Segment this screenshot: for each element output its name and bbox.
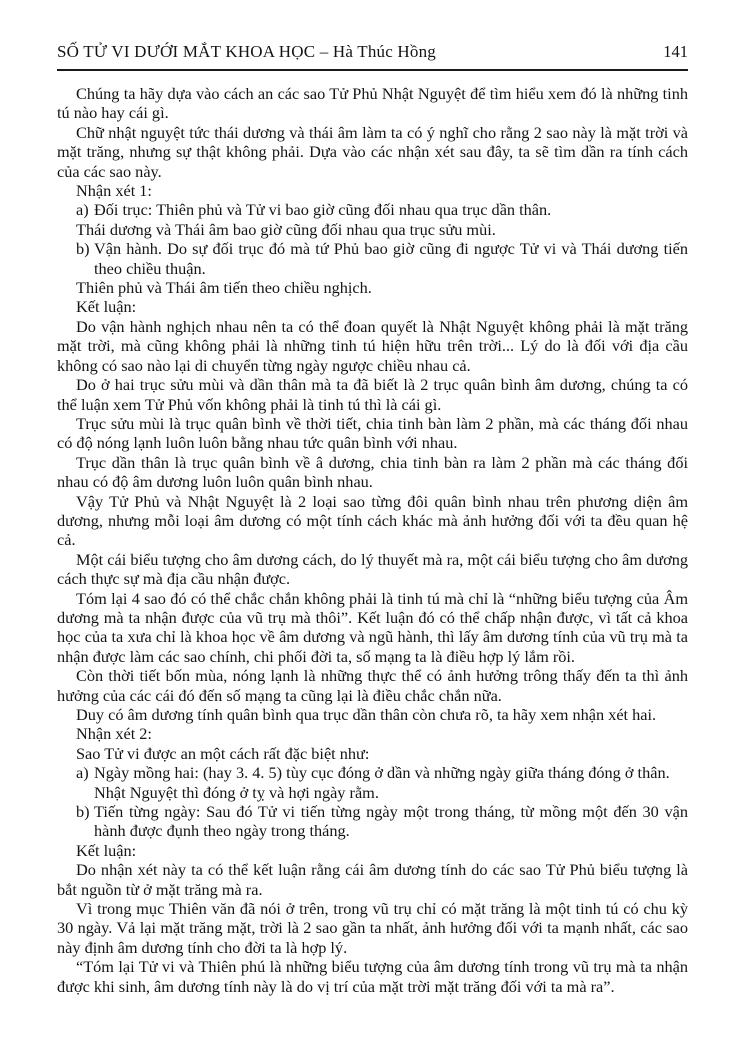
paragraph: Duy có âm dương tính quân bình qua trục dần thân còn chưa rõ, ta hãy xem nhận xét hai. [76, 705, 657, 724]
paragraph: Nhận xét 2: [76, 724, 152, 744]
paragraph: Kết luận: [76, 297, 137, 317]
page-number: 141 [663, 42, 688, 61]
paragraph: Vì trong mục Thiên văn đã nói ở trên, trong vũ trụ chỉ có mặt trăng là một tinh tú có chu kỳ 30 ngày. Vả lại mặt trăng mặt, trời là 2 sao gần ta nhất, ảnh hưởng đối với ta mạnh nhất, các sao này định âm dương tính cho đời ta là hợp lý. [57, 899, 688, 957]
paragraph: Tóm lại 4 sao đó có thể chắc chắn không phải là tinh tú mà chỉ là “những biểu tượng của Âm dương mà ta nhận được của vũ trụ mà thôi”. Kết luận đó có thể chấp nhận được, vì tất cả khoa học của ta xưa chỉ là khoa học về âm dương và ngũ hành, thì lấy âm dương tính của vũ trụ mà ta nhận được làm các sao chính, chi phối đời ta, số mạng ta là điều hợp lý lắm rồi. [57, 588, 688, 666]
paragraph: Nhận xét 1: [76, 181, 152, 201]
paragraph: Do vận hành nghịch nhau nên ta có thể đoan quyết là Nhật Nguyệt không phải là mặt trăng mặt trời, mà cũng không phải là những tinh tú hiện hữu trên trời... Lý do là đối với địa cầu không có sao nào lại di chuyển từng ngày ngược chiều nhau cả. [57, 316, 688, 375]
list-marker: a) [76, 763, 89, 783]
paragraph: Thiên phủ và Thái âm tiến theo chiều nghịch. [76, 278, 372, 298]
page-body [57, 84, 688, 996]
paragraph: Sao Tử vi được an một cách rất đặc biệt như: [76, 743, 370, 763]
paragraph: “Tóm lại Tử vi và Thiên phú là những biểu tượng của âm dương tính trong vũ trụ mà ta nhận được khi sinh, âm dương tính này là do vị trí của mặt trời mặt trăng đối với ta mà ra”. [57, 957, 688, 996]
paragraph: Trục dần thân là trục quân bình về â dương, chia tinh bàn ra làm 2 phần mà các tháng đối nhau có độ âm dương luôn luôn quân bình nhau. [57, 452, 688, 492]
list-item: b) Tiến từng ngày: Sau đó Tử vi tiến từng ngày một trong tháng, từ mồng một đến 30 vận hành được đụnh theo ngày trong tháng. [76, 802, 688, 841]
paragraph: Trục sửu mùi là trục quân bình về thời tiết, chia tinh bàn làm 2 phần, mà các tháng đối nhau có độ nóng lạnh luôn luôn bằng nhau tức quân bình với nhau. [57, 413, 688, 453]
paragraph: Vậy Tử Phủ và Nhật Nguyệt là 2 loại sao từng đôi quân bình nhau trên phương diện âm dương, nhưng mỗi loại âm dương có một tính cách khác mà ảnh hưởng đối với ta đều quan hệ cả. [57, 491, 688, 550]
list-marker: b) [76, 802, 90, 822]
paragraph: Một cái biểu tượng cho âm dương cách, do lý thuyết mà ra, một cái biểu tượng cho âm dương cách thực sự mà địa cầu nhận được. [57, 549, 688, 589]
paragraph: Chúng ta hãy dựa vào cách an các sao Tử Phủ Nhật Nguyệt để tìm hiểu xem đó là những tinh tú nào hay cái gì. [57, 84, 688, 123]
paragraph: Thái dương và Thái âm bao giờ cũng đối nhau qua trục sửu mùi. [76, 219, 496, 239]
list-item: a) Đối trục: Thiên phủ và Tử vi bao giờ cũng đối nhau qua trục dần thân. [76, 200, 552, 220]
paragraph: Do ở hai trục sửu mùi và dần thân mà ta đã biết là 2 trục quân bình âm dương, chúng ta có thể luận xem Tử Phủ vốn không phải là tinh tú thì là cái gì. [57, 375, 688, 414]
list-item: a) Ngày mồng hai: (hay 3. 4. 5) tùy cục đóng ở dần và những ngày giữa tháng đóng ở thân. [76, 763, 670, 783]
list-marker: b) [76, 239, 90, 259]
paragraph: Do nhận xét này ta có thể kết luận rằng cái âm dương tính do các sao Tử Phủ biểu tượng là bắt nguồn từ ở mặt trăng mà ra. [57, 860, 688, 899]
list-marker: a) [76, 200, 89, 220]
paragraph: Nhật Nguyệt thì đóng ở tỵ và hợi ngày rằm. [94, 782, 379, 802]
page-header [57, 42, 688, 71]
list-item: b) Vận hành. Do sự đối trục đó mà tứ Phủ bao giờ cũng đi ngược Tử vi và Thái dương tiến theo chiều thuận. [76, 239, 688, 278]
paragraph: Kết luận: [76, 840, 137, 860]
paragraph: Còn thời tiết bốn mùa, nóng lạnh là những thực thể có ảnh hưởng trông thấy đến ta thì ảnh hưởng của các cái đó đến số mạng ta cũng lại là điều chắc chắn nữa. [57, 666, 688, 705]
book-title: SỐ TỬ VI DƯỚI MẮT KHOA HỌC – Hà Thúc Hồng [57, 42, 436, 61]
paragraph: Chữ nhật nguyệt tức thái dương và thái âm làm ta có ý nghĩ cho rằng 2 sao này là mặt trời và mặt trăng, nhưng sự thật không phải. Dựa vào các nhận xét sau đây, ta sẽ tìm dần ra tính cách của các sao này. [57, 122, 688, 181]
